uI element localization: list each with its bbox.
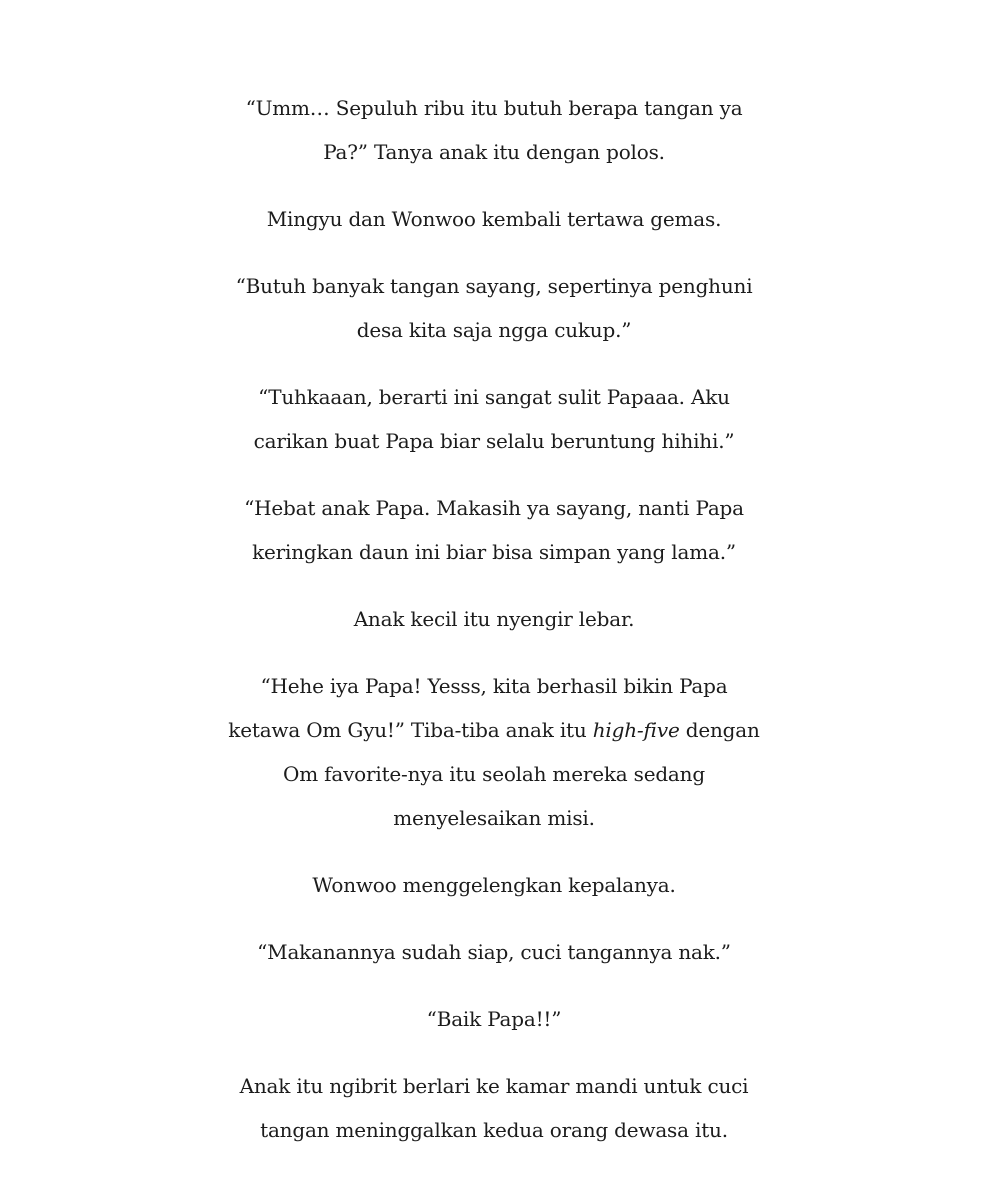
story-text — [40, 86, 948, 1175]
text-line: Pa?” Tanya anak itu dengan polos. — [323, 140, 665, 164]
text-line: menyelesaikan misi. — [393, 806, 595, 830]
text-segment: ketawa Om Gyu!” Tiba-tiba anak itu — [228, 718, 593, 742]
text-line: Mingyu dan Wonwoo kembali tertawa gemas. — [266, 207, 722, 231]
text-line: “Hehe iya Papa! Yesss, kita berhasil bikin Papa — [260, 674, 728, 698]
paragraph-3 — [40, 264, 948, 352]
text-line: Anak kecil itu nyengir lebar. — [353, 607, 635, 631]
text-line: Wonwoo menggelengkan kepalanya. — [312, 873, 676, 897]
paragraph-10 — [40, 997, 948, 1041]
text-line: “Hebat anak Papa. Makasih ya sayang, nanti Papa — [244, 496, 744, 520]
text-line-with-italic — [40, 708, 948, 752]
paragraph-8 — [40, 863, 948, 907]
text-line: Anak itu ngibrit berlari ke kamar mandi untuk cuci — [239, 1074, 749, 1098]
paragraph-4 — [40, 375, 948, 463]
text-line: keringkan daun ini biar bisa simpan yang lama.” — [252, 540, 736, 564]
text-line: “Makanannya sudah siap, cuci tangannya nak.” — [257, 940, 731, 964]
paragraph-1 — [40, 86, 948, 174]
text-line: Om favorite-nya itu seolah mereka sedang — [283, 762, 705, 786]
paragraph-11 — [40, 1064, 948, 1152]
text-line: carikan buat Papa biar selalu beruntung hihihi.” — [253, 429, 735, 453]
paragraph-6 — [40, 597, 948, 641]
text-line: “Umm… Sepuluh ribu itu butuh berapa tangan ya — [245, 96, 743, 120]
paragraph-2 — [40, 197, 948, 241]
text-line: “Butuh banyak tangan sayang, sepertinya penghuni — [235, 274, 753, 298]
text-line: desa kita saja ngga cukup.” — [356, 318, 632, 342]
paragraph-7 — [40, 664, 948, 840]
paragraph-5 — [40, 486, 948, 574]
italic-phrase: high-five — [592, 718, 680, 742]
text-line: “Baik Papa!!” — [426, 1007, 562, 1031]
text-line: “Tuhkaaan, berarti ini sangat sulit Papaaa. Aku — [258, 385, 730, 409]
text-segment: dengan — [679, 718, 760, 742]
paragraph-9 — [40, 930, 948, 974]
text-line: tangan meninggalkan kedua orang dewasa itu. — [260, 1118, 728, 1142]
